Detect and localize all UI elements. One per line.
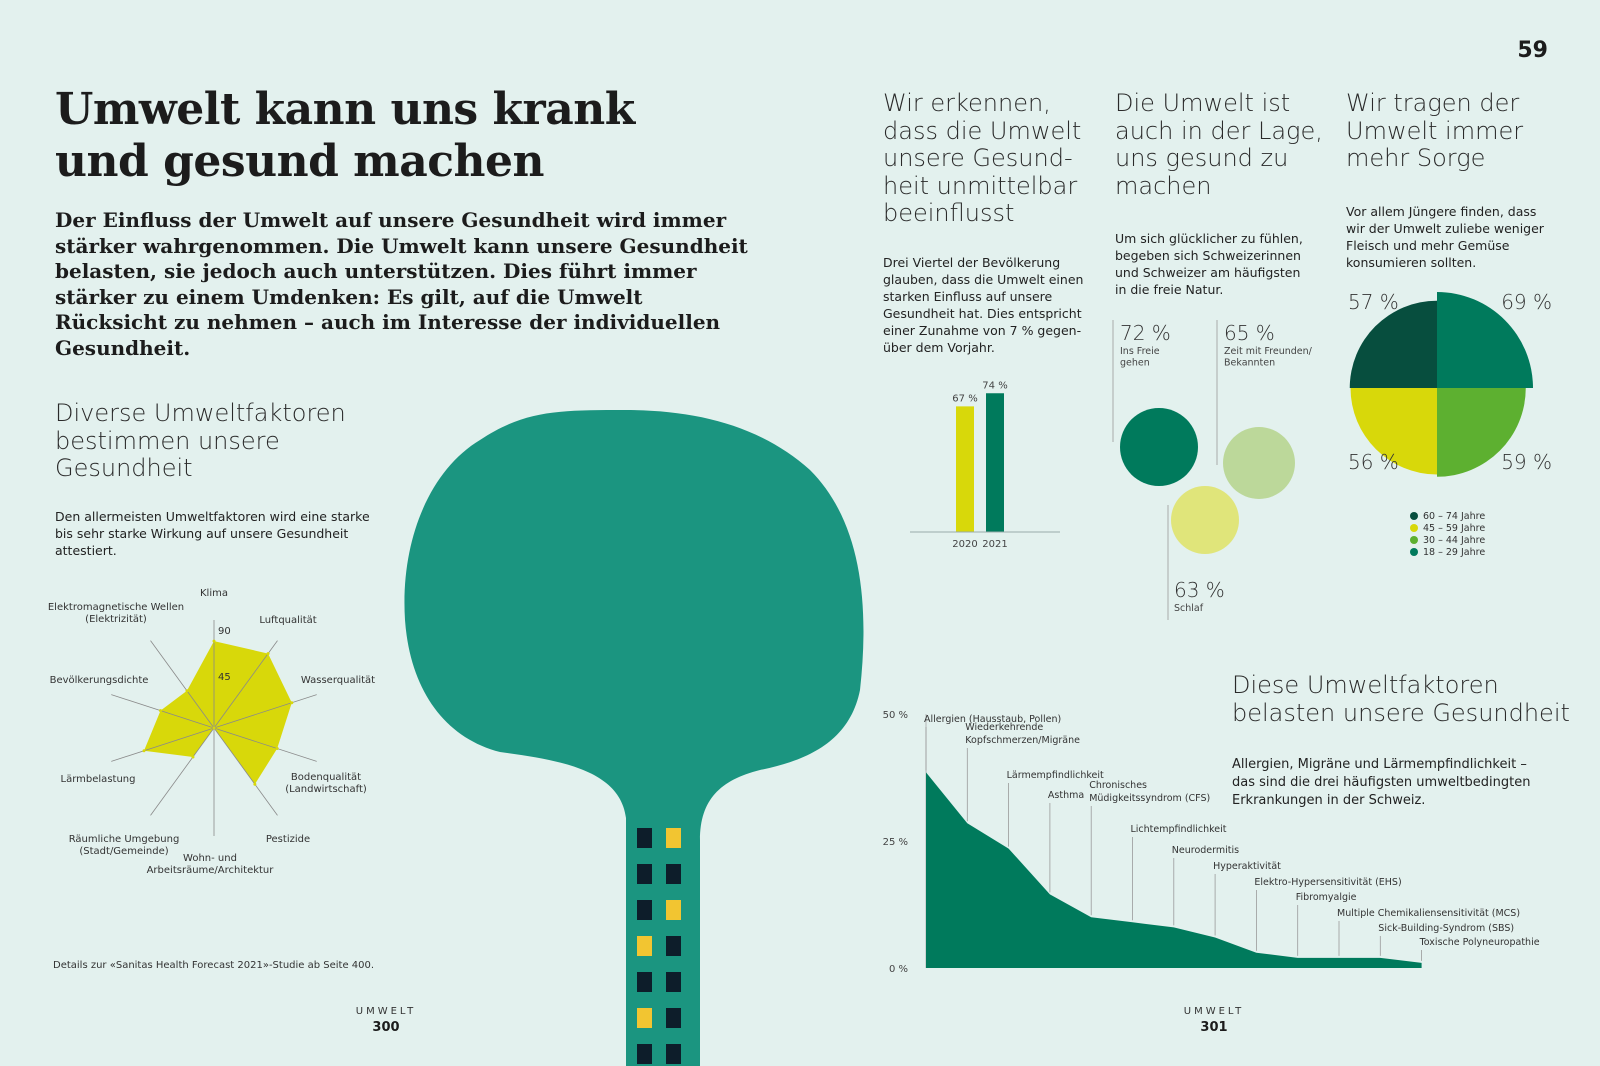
bubble-label: Schlaf [1174,603,1204,614]
radar-heading: Diverse Umweltfaktoren bestimmen unsere Gesundheit [55,399,346,482]
bubble-value: 63 % [1174,578,1225,602]
area-category-label: Hyperaktivität [1213,861,1281,872]
area-category-label: Multiple Chemikaliensensitivität (MCS) [1337,908,1521,919]
tree-window [666,828,681,848]
pie-legend-label: 45 – 59 Jahre [1423,522,1486,534]
bubble-value: 65 % [1224,321,1275,345]
area-y-tick-label: 0 % [888,964,908,975]
pie-legend-item [1410,546,1485,558]
area-category-label: Asthma [1047,790,1085,801]
legend-dot-icon [1410,524,1418,532]
pie-legend [1410,510,1485,558]
title-line-2: und gesund machen [55,136,544,187]
column1-text: Drei Viertel der Bevölkerung glauben, dass die Umwelt einen starken Einfluss auf unsere Gesundheit hat. Dies entspricht einer Zunahme von 7 % gegen- über dem Vorjahr. [883,255,1084,355]
pie-legend-label: 18 – 29 Jahre [1423,546,1486,558]
bar [986,393,1004,532]
column2-text: Um sich glücklicher zu fühlen, begeben sich Schweizerinnen und Schweizer am häufigsten in die freie Natur. [1115,231,1303,297]
radar-axis-label: Pestizide [265,834,311,845]
area-category-label: Sick-Building-Syndrom (SBS) [1378,923,1515,934]
area-category-label: Lärmempfindlichkeit [1006,770,1104,781]
area-text: Allergien, Migräne und Lärmempfindlichkeit – das sind die drei häufigsten umweltbedingten Erkrankungen in der Schweiz. [1232,757,1531,808]
footer-left-number: 300 [372,1020,400,1035]
footer-right-number: 301 [1200,1020,1228,1035]
tree-window [666,864,681,884]
tree-window [637,972,652,992]
tree-window [637,1008,652,1028]
tree-window [666,1044,681,1064]
tree-window [666,936,681,956]
pie-chart [1340,290,1560,490]
radar-axis-label: Klima [200,588,228,599]
footer-right-label: UMWELT [1183,1006,1245,1017]
radar-axis-label: Räumliche Umgebung (Stadt/Gemeinde) [68,834,180,857]
area-category-label: Chronisches Müdigkeitssyndrom (CFS) [1089,780,1211,804]
radar-axis-label: Elektromagnetische Wellen (Elektrizität) [47,602,185,625]
column1-heading: Wir erkennen, dass die Umwelt unsere Gesund- heit unmittelbar beeinflusst [883,89,1082,227]
footer-left-label: UMWELT [355,1006,417,1017]
area-y-tick-label: 25 % [882,837,908,848]
area-category-label: Lichtempfindlichkeit [1130,824,1227,835]
bar-value-label: 74 % [982,380,1008,392]
bubble [1120,408,1198,486]
title-line-1: Umwelt kann uns krank [55,84,635,135]
footnote: Details zur «Sanitas Health Forecast 2021»-Studie ab Seite 400. [53,960,375,971]
pie-legend-item [1410,522,1485,534]
bar [956,406,974,532]
tree-window [637,864,652,884]
area-heading: Diese Umweltfaktoren belasten unsere Gesundheit [1232,671,1570,727]
pie-slice-label: 69 % [1501,290,1552,314]
legend-dot-icon [1410,512,1418,520]
pie-legend-item [1410,510,1485,522]
radar-axis-label: Lärmbelastung [60,774,136,785]
pie-slice-label: 57 % [1348,290,1399,314]
area-category-label: Fibromyalgie [1295,892,1357,903]
area-chart [880,690,1600,980]
column2-heading: Die Umwelt ist auch in der Lage, uns gesund zu machen [1115,89,1323,200]
bubble-value: 72 % [1120,321,1171,345]
bubble-chart [1100,315,1330,635]
area-category-label: Wiederkehrende Kopfschmerzen/Migräne [965,722,1080,746]
bar-category-label: 2020 [952,539,978,550]
column3-heading: Wir tragen der Umwelt immer mehr Sorge [1346,89,1524,172]
radar-tick-label: 90 [218,626,231,637]
column3-text: Vor allem Jüngere finden, dass wir der Umwelt zuliebe weniger Fleisch und mehr Gemüse konsumieren sollten. [1346,204,1544,270]
radar-axis-label: Wasserqualität [300,675,376,686]
pie-legend-label: 60 – 74 Jahre [1423,510,1486,522]
tree-window [666,1008,681,1028]
tree-window [637,828,652,848]
area-category-label: Elektro-Hypersensitivität (EHS) [1254,877,1402,888]
pie-legend-item [1410,534,1485,546]
radar-axis-label: Bodenqualität (Landwirtschaft) [285,772,367,795]
area-category-label: Toxische Polyneuropathie [1419,937,1540,948]
radar-tick-label: 45 [218,672,231,683]
tree-window [637,1044,652,1064]
legend-dot-icon [1410,536,1418,544]
pie-slice-label: 59 % [1501,450,1552,474]
tree-window [637,900,652,920]
area-category-label: Neurodermitis [1171,845,1240,856]
radar-axis-label: Bevölkerungsdichte [49,675,149,686]
radar-axis-label: Wohn- und Arbeitsräume/Architektur [146,853,274,876]
pie-slice-label: 56 % [1348,450,1399,474]
bar-value-label: 67 % [952,393,978,405]
bar-chart [900,375,1070,555]
bubble-label: Ins Freie gehen [1120,346,1160,369]
bubble [1171,486,1239,554]
tree-window [666,972,681,992]
bubble-label: Zeit mit Freunden/ Bekannten [1224,346,1312,369]
tree-shape [404,410,863,1066]
area-y-tick-label: 50 % [882,710,908,721]
radar-axis-label: Luftqualität [259,615,317,626]
lead-paragraph: Der Einfluss der Umwelt auf unsere Gesundheit wird immer stärker wahrgenommen. Die Umwelt kann unsere Gesundheit belasten, sie jedoch auch unterstützen. Dies führt immer stärker zu einem Umdenken: Es gilt, auf die Umwelt Rücksicht zu nehmen – auch im Interesse der individuellen Gesundheit. [55,208,748,360]
bar-category-label: 2021 [982,539,1008,550]
page-number: 59 [1517,38,1548,63]
bubble [1223,427,1295,499]
legend-dot-icon [1410,548,1418,556]
tree-window [637,936,652,956]
pie-legend-label: 30 – 44 Jahre [1423,534,1486,546]
radar-text: Den allermeisten Umweltfaktoren wird eine starke bis sehr starke Wirkung auf unsere Gesundheit attestiert. [55,509,370,558]
tree-window [666,900,681,920]
area-category-label: Allergien (Hausstaub, Pollen) [924,714,1062,725]
